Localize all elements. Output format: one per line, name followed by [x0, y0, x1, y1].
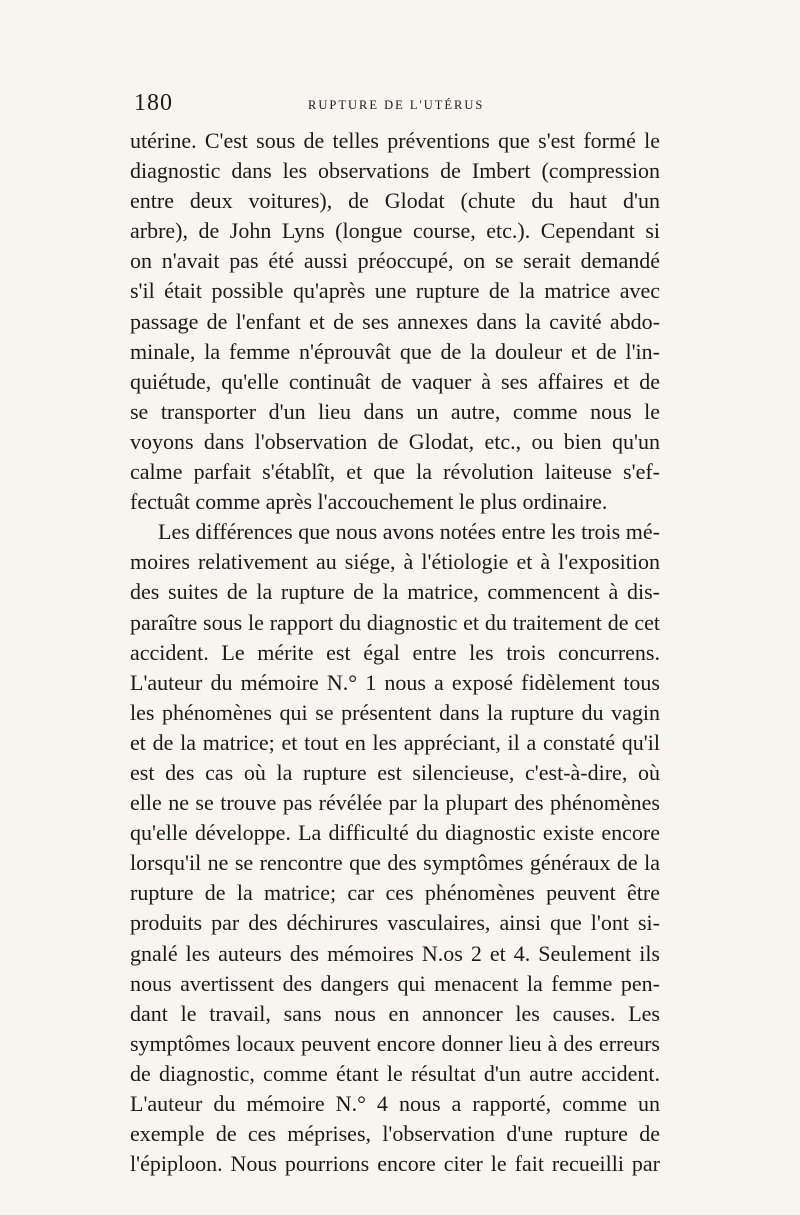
- text-line: entre deux voitures), de Glodat (chute du haut d'un: [130, 188, 660, 214]
- running-head: RUPTURE DE L'UTÉRUS: [308, 98, 485, 112]
- text-line: voyons dans l'observation de Glodat, etc., ou bien qu'un: [130, 428, 660, 454]
- text-line: L'auteur du mémoire N.° 4 nous a rapporté, comme un: [130, 1091, 660, 1116]
- text-line: minale, la femme n'éprouvât que de la douleur et de l'in-: [130, 338, 660, 364]
- text-line: dant le travail, sans nous en annoncer les causes. Les: [130, 1000, 660, 1026]
- text-line: L'auteur du mémoire N.° 1 nous a exposé fidèlement tous: [130, 669, 660, 695]
- text-line: s'il était possible qu'après une rupture de la matrice avec: [130, 278, 660, 304]
- text-line: gnalé les auteurs des mémoires N.os 2 et 4. Seulement ils: [130, 940, 660, 966]
- text-line: utérine. C'est sous de telles préventions que s'est formé le: [130, 128, 660, 153]
- text-line: calme parfait s'établît, et que la révolution laiteuse s'ef-: [130, 459, 660, 485]
- text-line: qu'elle développe. La difficulté du diagnostic existe encore: [130, 820, 660, 846]
- paragraph-2: [130, 517, 660, 1179]
- text-line: et de la matrice; et tout en les appréciant, il a constaté qu'il: [130, 729, 660, 755]
- book-page: [130, 86, 660, 1179]
- text-line: les phénomènes qui se présentent dans la rupture du vagin: [130, 699, 660, 725]
- text-line: des suites de la rupture de la matrice, commencent à dis-: [130, 579, 660, 605]
- text-line: diagnostic dans les observations de Imbert (compression: [130, 158, 660, 184]
- text-line: symptômes locaux peuvent encore donner lieu à des erreurs: [130, 1030, 660, 1056]
- text-line: fectuât comme après l'accouchement le plus ordinaire.: [130, 489, 608, 515]
- text-line: l'épiploon. Nous pourrions encore citer le fait recueilli par: [130, 1151, 660, 1177]
- page-header: [130, 86, 660, 126]
- text-line: produits par des déchirures vasculaires, ainsi que l'ont si-: [130, 910, 660, 936]
- text-line: accident. Le mérite est égal entre les trois concurrens.: [130, 639, 660, 665]
- text-line: passage de l'enfant et de ses annexes dans la cavité abdo-: [130, 308, 660, 334]
- text-line: est des cas où la rupture est silencieuse, c'est-à-dire, où: [130, 759, 660, 785]
- text-line: quiétude, qu'elle continuât de vaquer à ses affaires et de: [130, 368, 660, 394]
- text-line: elle ne se trouve pas révélée par la plupart des phénomènes: [130, 790, 660, 816]
- text-line: se transporter d'un lieu dans un autre, comme nous le: [130, 398, 660, 424]
- text-line: nous avertissent des dangers qui menacent la femme pen-: [130, 970, 660, 996]
- paragraph-1: [130, 126, 660, 517]
- text-line: arbre), de John Lyns (longue course, etc.). Cependant si: [130, 218, 660, 244]
- text-line: moires relativement au siége, à l'étiologie et à l'exposition: [130, 549, 660, 575]
- text-line: lorsqu'il ne se rencontre que des symptômes généraux de la: [130, 850, 660, 876]
- text-line: exemple de ces méprises, l'observation d'une rupture de: [130, 1121, 660, 1147]
- text-line: on n'avait pas été aussi préoccupé, on se serait demandé: [130, 248, 660, 274]
- text-line: paraître sous le rapport du diagnostic et du traitement de cet: [130, 609, 660, 635]
- text-line: Les différences que nous avons notées entre les trois mé-: [158, 519, 660, 545]
- text-line: rupture de la matrice; car ces phénomènes peuvent être: [130, 880, 660, 906]
- text-line: de diagnostic, comme étant le résultat d'un autre accident.: [130, 1060, 660, 1086]
- page-number: 180: [134, 90, 173, 116]
